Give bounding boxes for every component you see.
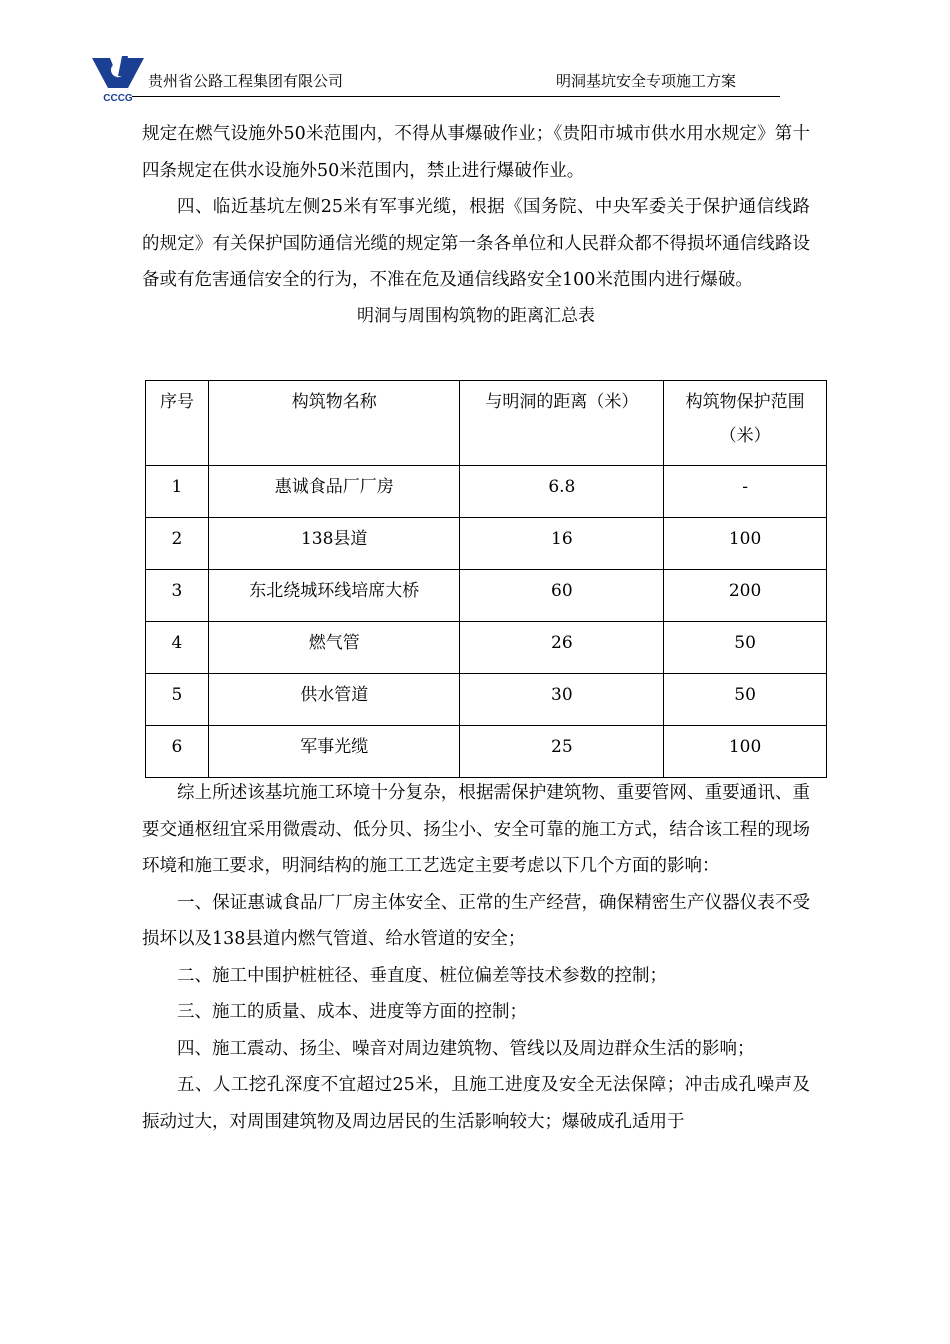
table-row — [146, 466, 827, 518]
cell-distance: 25 — [460, 726, 664, 778]
cell-range: 50 — [664, 674, 827, 726]
cell-index: 5 — [146, 674, 209, 726]
cell-range: 200 — [664, 570, 827, 622]
header-protection-range: 构筑物保护范围（米） — [664, 381, 827, 466]
paragraph: 四、施工震动、扬尘、噪音对周边建筑物、管线以及周边群众生活的影响； — [177, 1038, 755, 1059]
paragraph: 五、人工挖孔深度不宜超过25米，且施工进度及安全无法保障；冲击成孔噪声及振动过大，对周围建筑物及周边居民的生活影响较大；爆破成孔适用于 — [142, 1075, 810, 1132]
cell-index: 4 — [146, 622, 209, 674]
cell-range: - — [664, 466, 827, 518]
cell-name: 供水管道 — [208, 674, 460, 726]
table-row — [146, 570, 827, 622]
cell-name: 燃气管 — [208, 622, 460, 674]
table-caption: 明洞与周围构筑物的距离汇总表 — [357, 305, 595, 326]
cell-name: 138县道 — [208, 518, 460, 570]
paragraph: 规定在燃气设施外50米范围内，不得从事爆破作业；《贵阳市城市供水用水规定》第十四条规定在供水设施外50米范围内，禁止进行爆破作业。 — [142, 124, 810, 181]
cell-name: 惠诚食品厂厂房 — [208, 466, 460, 518]
header-divider — [132, 96, 780, 97]
distance-table — [145, 380, 827, 778]
cell-distance: 16 — [460, 518, 664, 570]
cell-index: 2 — [146, 518, 209, 570]
cell-range: 100 — [664, 726, 827, 778]
paragraph: 一、保证惠诚食品厂厂房主体安全、正常的生产经营，确保精密生产仪器仪表不受损坏以及138县道内燃气管道、给水管道的安全； — [142, 892, 810, 949]
table-row — [146, 674, 827, 726]
cell-name: 东北绕城环线培席大桥 — [208, 570, 460, 622]
header-index: 序号 — [146, 381, 209, 466]
paragraph: 四、临近基坑左侧25米有军事光缆，根据《国务院、中央军委关于保护通信线路的规定》有关保护国防通信光缆的规定第一条各单位和人民群众都不得损坏通信线路设备或有危害通信安全的行为，不准在危及通信线路安全100米范围内进行爆破。 — [142, 197, 810, 290]
company-name: 贵州省公路工程集团有限公司 — [148, 72, 344, 90]
cell-index: 6 — [146, 726, 209, 778]
document-title: 明洞基坑安全专项施工方案 — [556, 72, 737, 90]
paragraph: 三、施工的质量、成本、进度等方面的控制； — [177, 1002, 527, 1022]
cell-index: 1 — [146, 466, 209, 518]
body-top — [142, 116, 810, 333]
cell-distance: 6.8 — [460, 466, 664, 518]
cell-name: 军事光缆 — [208, 726, 460, 778]
table-row — [146, 622, 827, 674]
table-row — [146, 518, 827, 570]
cell-range: 50 — [664, 622, 827, 674]
cell-index: 3 — [146, 570, 209, 622]
cell-distance: 26 — [460, 622, 664, 674]
header-structure-name: 构筑物名称 — [208, 381, 460, 466]
table-header-row — [146, 381, 827, 466]
header-distance: 与明洞的距离（米） — [460, 381, 664, 466]
logo-text: CCCG — [103, 93, 133, 104]
cell-distance: 60 — [460, 570, 664, 622]
cell-distance: 30 — [460, 674, 664, 726]
body-bottom — [142, 775, 810, 1140]
cell-range: 100 — [664, 518, 827, 570]
table-row — [146, 726, 827, 778]
paragraph: 综上所述该基坑施工环境十分复杂，根据需保护建筑物、重要管网、重要通讯、重要交通枢纽宜采用微震动、低分贝、扬尘小、安全可靠的施工方式，结合该工程的现场环境和施工要求，明洞结构的施工工艺选定主要考虑以下几个方面的影响： — [142, 783, 810, 876]
paragraph: 二、施工中围护桩桩径、垂直度、桩位偏差等技术参数的控制； — [177, 965, 667, 986]
